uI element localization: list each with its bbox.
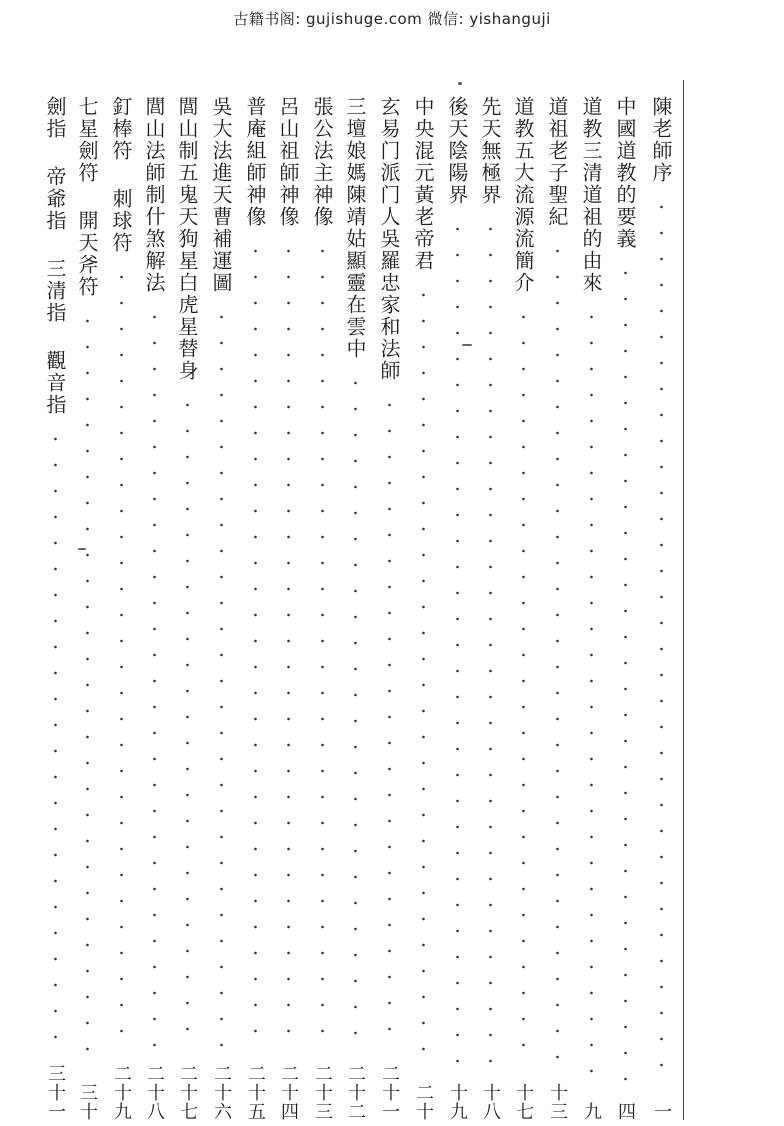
dot-leader [556,238,559,1069]
dot-leader [254,238,257,1050]
scan-speck [462,344,472,346]
entry-title: 先天無極界 [478,96,502,206]
entry-title: 後天陰陽界 [445,96,469,206]
entry-page-number: 三十一 [45,1064,66,1121]
entry-page-number: 二十 [413,1083,434,1121]
dot-leader [456,216,459,1069]
watermark-header: 古籍书阁: gujishuge.com 微信: yishanguji [233,10,551,28]
toc-entry[interactable] [408,96,438,1121]
dot-leader [287,238,290,1050]
dot-leader [522,304,525,1069]
scan-speck [458,82,462,85]
dot-leader [354,370,357,1050]
dot-leader [86,308,89,1069]
entry-title: 中央混元黃老帝君 [411,96,435,272]
entry-page-number: 十八 [480,1083,501,1121]
entry-page-number: 一 [651,1102,672,1121]
entry-page-number: 二十五 [245,1064,266,1121]
entry-title: 釘棒符 刺球符 [109,96,133,254]
toc-entry[interactable] [508,96,538,1121]
toc-entry[interactable] [40,96,70,1121]
toc-entry[interactable] [542,96,572,1121]
entry-page-number: 二十四 [278,1064,299,1121]
toc-entry[interactable] [106,96,136,1121]
entry-title: 閭山法師制什煞解法 [142,96,166,294]
entry-title: 吳大法進天曹補運圖 [209,96,233,294]
dot-leader [186,392,189,1050]
entry-page-number: 十三 [547,1083,568,1121]
entry-title: 陳老師序 [649,96,673,184]
entry-title: 三壇娘媽陳靖姑顯靈在雲中 [343,96,367,360]
entry-title: 閭山制五鬼天狗星白虎星替身 [175,96,199,382]
dot-leader [220,304,223,1050]
entry-page-number: 二十一 [379,1064,400,1121]
entry-title: 七星劍符 開天斧符 [75,96,99,298]
entry-page-number: 二十三 [312,1064,333,1121]
toc-entry[interactable] [374,96,404,1121]
scan-speck [78,548,86,550]
entry-title: 玄易门派门人吳羅忠家和法師 [377,96,401,382]
dot-leader [120,264,123,1050]
entry-title: 道教三清道祖的由來 [579,96,603,294]
entry-page-number: 二十七 [177,1064,198,1121]
entry-page-number: 二十八 [144,1064,165,1121]
toc-entry[interactable] [139,96,169,1121]
entry-page-number: 四 [615,1102,636,1121]
dot-leader [153,304,156,1050]
dot-leader [489,216,492,1069]
entry-page-number: 三十 [77,1083,98,1121]
toc-entry[interactable] [206,96,236,1121]
entry-page-number: 二十九 [111,1064,132,1121]
entry-page-number: 十七 [513,1083,534,1121]
dot-leader [660,194,663,1088]
toc-entry[interactable] [442,96,472,1121]
toc-entry[interactable] [307,96,337,1121]
entry-page-number: 九 [581,1102,602,1121]
entry-page-number: 二十二 [345,1064,366,1121]
dot-leader [54,426,57,1050]
toc-entry[interactable] [610,96,640,1121]
dot-leader [388,392,391,1050]
toc-entry[interactable] [646,96,676,1121]
entry-title: 道教五大流源流簡介 [511,96,535,294]
entry-title: 普庵組師神像 [243,96,267,228]
entry-page-number: 二十六 [211,1064,232,1121]
dot-leader [321,238,324,1050]
toc-entry[interactable] [72,96,102,1121]
dot-leader [422,282,425,1069]
dot-leader [590,304,593,1088]
entry-title: 劍指 帝爺指 三清指 觀音指 [43,96,67,416]
toc-entry[interactable] [340,96,370,1121]
entry-title: 中國道教的要義 [613,96,637,250]
entry-title: 道祖老子聖紀 [545,96,569,228]
entry-page-number: 十九 [447,1083,468,1121]
entry-title: 張公法主神像 [310,96,334,228]
toc-entry[interactable] [240,96,270,1121]
toc-entry[interactable] [475,96,505,1121]
toc-entry[interactable] [273,96,303,1121]
dot-leader [624,260,627,1088]
entry-title: 呂山祖師神像 [276,96,300,228]
toc-entry[interactable] [576,96,606,1121]
toc-entry[interactable] [172,96,202,1121]
